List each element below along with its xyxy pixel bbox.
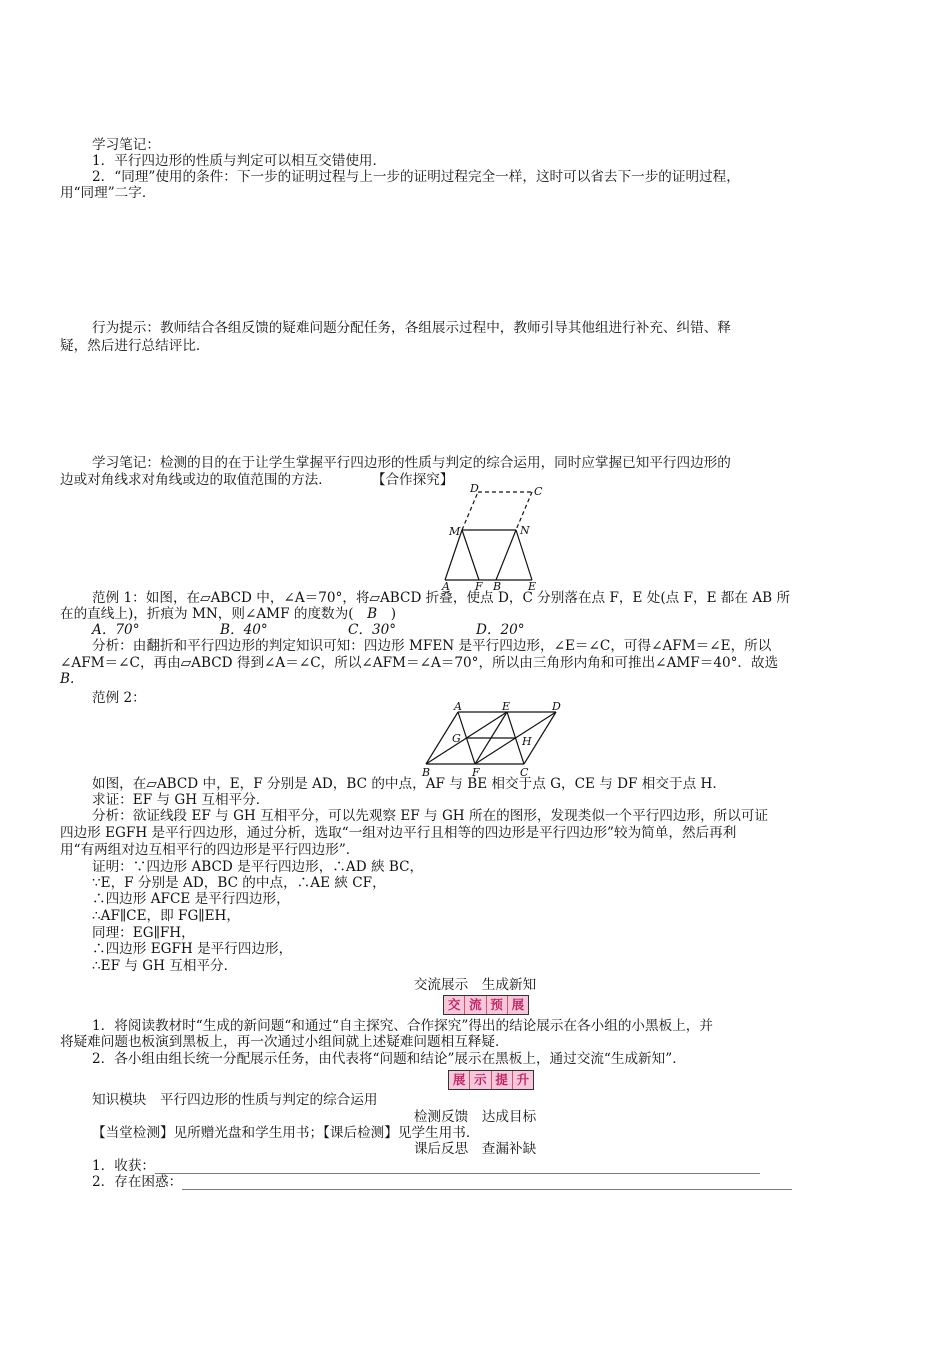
notes2-line2-text: 边或对角线求对角线或边的取值范围的方法． (60, 472, 332, 488)
proof-line-1: 证明：∵四边形 ABCD 是平行四边形，∴AD 綊 BC， (92, 859, 424, 875)
example2-title: 范例 2： (92, 690, 146, 706)
example1-analysis1: 分析：由翻折和平行四边形的判定知识可知：四边形 MFEN 是平行四边形，∠E＝∠C，可得∠AFM＝∠E，所以 (92, 638, 772, 654)
fig1-label-E: E (528, 580, 537, 590)
example1-analysis2: ∠AFM＝∠C，再由▱ABCD 得到∠A＝∠C，所以∠AFM＝∠A＝70°，所以由三角形内角和可推出∠AMF＝40°．故选 (60, 655, 779, 671)
fig2-label-E: E (502, 700, 511, 713)
knowledge-module: 知识模块 平行四边形的性质与判定的综合运用 (92, 1092, 378, 1108)
fig1-label-N: N (520, 524, 530, 537)
badge1-char: 预 (486, 996, 507, 1014)
fig1-label-F: F (475, 580, 483, 590)
notes1-title: 学习笔记： (92, 137, 160, 153)
check-heading: 检测反馈 达成目标 (413, 1109, 537, 1125)
example2-prove: 求证：EF 与 GH 互相平分． (92, 792, 270, 808)
figure-fold-parallelogram (430, 482, 550, 590)
badge2-char: 展 (449, 1071, 469, 1089)
fig1-label-M: M (449, 525, 461, 538)
example2-question: 如图，在▱ABCD 中，E，F 分别是 AD，BC 的中点，AF 与 BE 相交于点 G，CE 与 DF 相交于点 H. (92, 776, 717, 792)
option-c: C．30° (348, 622, 397, 638)
badge1-char: 流 (464, 996, 485, 1014)
check-text: 【当堂检测】见所赠光盘和学生用书；【课后检测】见学生用书． (92, 1125, 480, 1141)
fig2-label-A: A (454, 700, 462, 713)
proof-line-6: ∴四边形 EGFH 是平行四边形， (92, 941, 293, 957)
example1-analysis3: B. (60, 671, 75, 687)
fig2-label-G: G (452, 732, 461, 745)
example2-analysis3: 用“有两组对边互相平行的四边形是平行四边形”． (60, 842, 360, 858)
gain-label: 1．收获： (92, 1158, 156, 1174)
behavior-line1: 行为提示：教师结合各组反馈的疑难问题分配任务，各组展示过程中，教师引导其他组进行补充、纠错、释 (92, 320, 731, 336)
badge2-char: 示 (469, 1071, 490, 1089)
example2-analysis2: 四边形 EGFH 是平行四边形，通过分析，选取“一组对边平行且相等的四边形是平行四边形”较为简单，然后再利 (60, 825, 737, 841)
fig2-label-C: C (520, 766, 529, 779)
example1-options (60, 622, 927, 638)
notes1-item2b: 用“同理”二字． (60, 185, 156, 201)
notes1-item2a: 2．“同理”使用的条件：下一步的证明过程与上一步的证明过程完全一样，这时可以省去下一步的证明过程， (92, 169, 740, 185)
badge-exchange-preview (443, 995, 529, 1015)
gain-row (60, 1158, 927, 1174)
option-b: B．40° (220, 622, 268, 638)
example1-answer: B (367, 606, 378, 622)
notes2-line1: 学习笔记：检测的目的在于让学生掌握平行四边形的性质与判定的综合运用，同时应掌握已知平行四边形的 (92, 455, 731, 471)
fig2-label-F: F (472, 766, 480, 779)
exchange-p2: 2．各小组由组长统一分配展示任务，由代表将“问题和结论”展示在黑板上，通过交流“生成新知”． (92, 1051, 686, 1067)
badge1-char: 交 (444, 996, 464, 1014)
badge-show-improve (448, 1070, 534, 1090)
fig1-label-A: A (442, 580, 450, 590)
trouble-blank[interactable] (182, 1177, 792, 1190)
exchange-heading: 交流展示 生成新知 (413, 977, 537, 993)
reflect-heading: 课后反思 查漏补缺 (413, 1141, 537, 1157)
trouble-label: 2．存在困惑： (92, 1174, 183, 1190)
proof-line-2: ∵E，F 分别是 AD，BC 的中点，∴AE 綊 CF， (92, 875, 386, 891)
example2-analysis1: 分析：欲证线段 EF 与 GH 互相平分，可以先观察 EF 与 GH 所在的图形，发现类似一个平行四边形，所以可证 (92, 808, 769, 824)
badge2-char: 升 (512, 1071, 533, 1089)
example1-line1: 范例 1：如图，在▱ABCD 中，∠A＝70°，将▱ABCD 折叠，使点 D，C 分别落在点 F，E 处(点 F，E 都在 AB 所 (92, 590, 791, 606)
fig1-label-B: B (493, 580, 502, 590)
example1-line2-pre: 在的直线上)，折痕为 MN，则∠AMF 的度数为( (60, 606, 368, 622)
example1-line2-post: ) (377, 606, 397, 622)
proof-line-4: ∴AF∥CE，即 FG∥EH， (92, 908, 240, 924)
fig1-label-C: C (534, 485, 543, 498)
badge1-char: 展 (507, 996, 528, 1014)
figure-parallelogram-abcd (410, 700, 570, 780)
behavior-line2: 疑，然后进行总结评比． (60, 338, 210, 354)
fig2-label-B: B (422, 766, 431, 779)
fig2-label-D: D (552, 700, 561, 713)
option-a: A．70° (92, 622, 140, 638)
badge2-char: 提 (491, 1071, 512, 1089)
example1-line2 (60, 606, 895, 622)
option-d: D．20° (476, 622, 525, 638)
exchange-p1b: 将疑难问题也板演到黑板上，再一次通过小组间就上述疑难问题相互释疑． (60, 1034, 509, 1050)
trouble-row (60, 1174, 927, 1190)
exchange-p1a: 1．将阅读教材时“生成的新问题“和通过“自主探究、合作探究”得出的结论展示在各小组的小黑板上，并 (92, 1018, 713, 1034)
proof-line-3: ∴四边形 AFCE 是平行四边形， (92, 891, 290, 907)
cooperative-inquiry-tag: 【合作探究】 (371, 472, 454, 488)
proof-line-7: ∴EF 与 GH 互相平分． (92, 958, 238, 974)
proof-line-5: 同理：EG∥FH， (92, 925, 195, 941)
gain-blank[interactable] (155, 1161, 760, 1174)
fig2-label-H: H (522, 735, 532, 748)
fig1-label-D: D (470, 482, 479, 495)
notes1-item1: 1．平行四边形的性质与判定可以相互交错使用． (92, 153, 387, 169)
